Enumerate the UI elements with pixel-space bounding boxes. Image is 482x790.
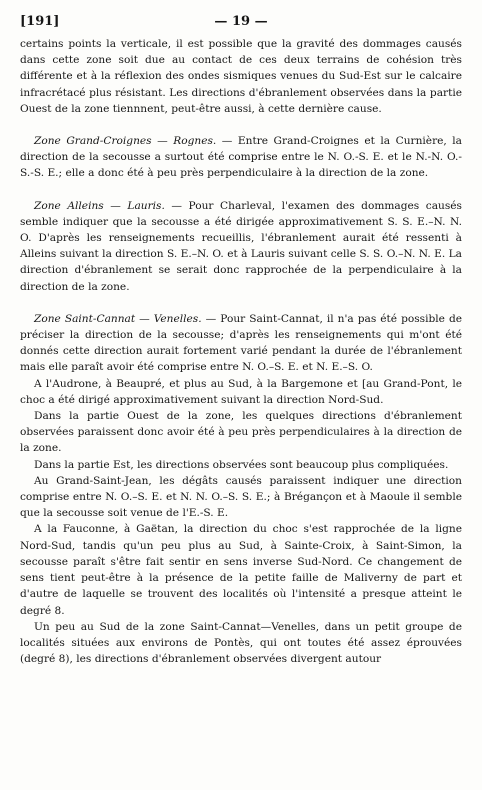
paragraph-partie-ouest (20, 408, 462, 457)
paragraph-zone-alleins (20, 198, 462, 295)
paragraph-text: A l'Audrone, à Beaupré, et plus au Sud, à la Bargemone et [au Grand-Pont, le choc a été dirigé approximativement suivant la direction Nord-Sud. (20, 377, 462, 406)
paragraph-text: — Pour Saint-Cannat, il n'a pas été possible de préciser la direction de la secousse; d'après les renseignements qui m'ont été donnés cette direction aurait fortement varié pendant la durée de l'ébranlement mais elle paraît avoir été comprise entre N. O.–S. E. et N. E.–S. O. (20, 312, 462, 374)
paragraph-zone-saint-cannat (20, 311, 462, 376)
paragraph-text: certains points la verticale, il est possible que la gravité des dommages causés dans cette zone soit due au contact de ces deux terrains de cohésion très différente et à la réflexion des ondes sismiques venues du Sud-Est sur le calcaire infracrétacé plus résistant. Les directions d'ébranlement observées dans la partie Ouest de la zone tiennnent, peut-être aussi, à cette dernière cause. (20, 38, 462, 115)
zone-heading: Zone Grand-Croignes — Rognes. (34, 135, 217, 148)
paragraph-fauconne (20, 521, 462, 618)
folio-number: [191] (20, 14, 60, 29)
paragraph-text: Dans la partie Ouest de la zone, les quelques directions d'ébranlement observées paraissent donc avoir été à peu près perpendiculaires à la direction de la zone. (20, 410, 462, 455)
paragraph-partie-est (20, 457, 462, 473)
paragraph-zone-grand-croignes (20, 133, 462, 182)
paragraph-pontes (20, 619, 462, 668)
paragraph-text: A la Fauconne, à Gaëtan, la direction du choc s'est rapprochée de la ligne Nord-Sud, tandis qu'un peu plus au Sud, à Sainte-Croix, à Saint-Simon, la secousse paraît s'être fait sentir en sens inverse Sud-Nord. Ce changement de sens tient peut-être à la présence de la petite faille de Maliverny de part et d'autre de laquelle se trouvent des localités où l'intensité a presque atteint le degré 8. (20, 523, 462, 617)
paragraph-text: Un peu au Sud de la zone Saint-Cannat—Venelles, dans un petit groupe de localités situées aux environs de Pontès, qui ont toutes été assez éprouvées (degré 8), les directions d'ébranlement observées divergent autour (20, 620, 462, 666)
paragraph-grand-saint-jean (20, 473, 462, 522)
page-number: — 19 — (214, 14, 268, 29)
paragraph-text: — Pour Charleval, l'examen des dommages causés semble indiquer que la secousse a été dirigée approximativement S. S. E.–N. N. O. D'après les renseignements recueillis, l'ébranlement aurait été ressenti à Alleins suivant la direction S. E.–N. O. et à Lauris suivant celle S. S. O.–N. N. E. La direction d'ébranlement se serait donc rapprochée de la perpendiculaire à la direction de la zone. (20, 199, 462, 293)
paragraph-text: Dans la partie Est, les directions observées sont beaucoup plus compliquées. (34, 458, 449, 471)
paragraph-audrone (20, 376, 462, 408)
document-page (20, 0, 462, 790)
zone-heading: Zone Saint-Cannat — Venelles. (34, 312, 202, 325)
page-header (20, 14, 462, 36)
paragraph-text: Au Grand-Saint-Jean, les dégâts causés paraissent indiquer une direction comprise entre N. O.–S. E. et N. N. O.–S. S. E.; à Brégançon et à Maoule il semble que la secousse soit venue de l'E.-S. E. (20, 474, 462, 520)
paragraph-text: — Entre Grand-Croignes et la Curnière, la direction de la secousse a surtout été comprise entre le N. O.-S. E. et le N.-N. O.-S.-S. E.; elle a donc été à peu près perpendiculaire à la direction de la zone. (20, 135, 462, 180)
zone-heading: Zone Alleins — Lauris. (34, 199, 165, 212)
paragraph-continuation (20, 36, 462, 117)
